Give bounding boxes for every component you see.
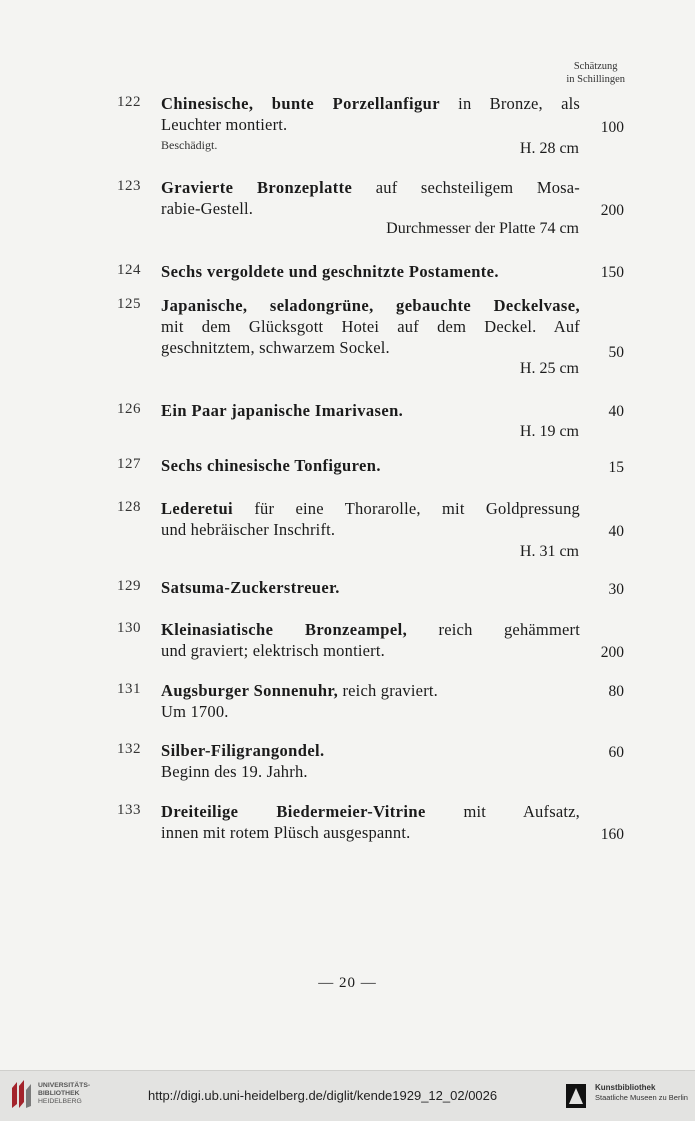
entry-line-1 <box>161 741 325 761</box>
entry-price: 100 <box>600 119 624 136</box>
entry-line-2: mit dem Glücksgott Hotei auf dem Deckel. Auf <box>161 317 580 336</box>
entry-title: Dreiteilige Biedermeier-Vitrine <box>161 802 426 821</box>
entry-line-1 <box>161 802 580 822</box>
entry-measure: Durchmesser der Platte 74 cm <box>386 220 579 237</box>
kb-name-line1: Kunstbibliothek <box>595 1083 656 1092</box>
entry-measure: H. 28 cm <box>519 140 579 157</box>
entry-line-1 <box>161 262 499 282</box>
kunstbibliothek-name <box>595 1083 688 1103</box>
entry-text: reich gehämmert <box>407 620 580 639</box>
entry-price: 60 <box>608 744 624 761</box>
entry-measure: H. 19 cm <box>519 423 579 440</box>
entry-text: mit Aufsatz, <box>425 802 580 821</box>
lot-number: 132 <box>117 741 141 757</box>
lot-number: 126 <box>117 401 141 417</box>
lot-number: 123 <box>117 178 141 194</box>
page-number: — 20 — <box>318 975 377 991</box>
entry-text: auf sechsteiligem Mosa- <box>352 178 580 197</box>
entry-title: Sechs vergoldete und geschnitzte Postamente. <box>161 262 499 281</box>
lot-number: 129 <box>117 578 141 594</box>
entry-line-1 <box>161 578 340 598</box>
entry-line-3: geschnitztem, schwarzem Sockel. <box>161 338 390 357</box>
uh-name-line1: UNIVERSITÄTS- <box>38 1082 91 1089</box>
entry-measure: H. 31 cm <box>519 543 579 560</box>
entry-price: 15 <box>608 459 624 476</box>
entry-title: Augsburger Sonnenuhr, <box>161 681 339 700</box>
uh-name-line3: HEIDELBERG <box>38 1098 82 1105</box>
lot-number: 127 <box>117 456 141 472</box>
entry-line-2: innen mit rotem Plüsch ausgespannt. <box>161 823 411 842</box>
entry-price: 40 <box>608 403 624 420</box>
entry-title: Kleinasiatische Bronzeampel, <box>161 620 408 639</box>
entry-price: 150 <box>600 264 624 281</box>
entry-line-2: Beginn des 19. Jahrh. <box>161 762 308 781</box>
entry-price: 200 <box>600 202 624 219</box>
lot-number: 124 <box>117 262 141 278</box>
entry-line-1 <box>161 296 580 316</box>
estimate-header-line2: in Schillingen <box>566 74 625 85</box>
digitization-footer <box>0 1070 695 1121</box>
university-library-name <box>38 1082 90 1106</box>
lot-number: 130 <box>117 620 141 636</box>
entry-price: 30 <box>608 581 624 598</box>
entry-line-1 <box>161 178 580 198</box>
entry-text: in Bronze, als <box>439 94 580 113</box>
entry-line-2: und graviert; elektrisch montiert. <box>161 641 385 660</box>
estimate-column-header <box>566 60 625 86</box>
entry-line-2: rabie-Gestell. <box>161 199 254 218</box>
entry-line-1 <box>161 499 580 519</box>
entry-line-1 <box>161 620 580 640</box>
entry-line-2: Leuchter montiert. <box>161 115 288 134</box>
entry-text: für eine Thorarolle, mit Goldpressung <box>233 499 580 518</box>
uh-name-line2: BIBLIOTHEK <box>38 1090 80 1097</box>
entry-price: 80 <box>608 683 624 700</box>
entry-line-1 <box>161 94 580 114</box>
entry-line-1 <box>161 456 381 476</box>
source-url-link[interactable]: http://digi.ub.uni-heidelberg.de/diglit/kende1929_12_02/0026 <box>148 1088 498 1103</box>
entry-price: 160 <box>600 826 624 843</box>
entry-line-2: und hebräischer Inschrift. <box>161 520 336 539</box>
lot-number: 125 <box>117 296 141 312</box>
university-library-logo-icon <box>8 1078 34 1110</box>
entry-price: 200 <box>600 644 624 661</box>
entry-price: 40 <box>608 523 624 540</box>
entry-title: Japanische, seladongrüne, gebauchte Deckelvase, <box>161 296 580 315</box>
entry-note: Beschädigt. <box>161 138 218 152</box>
entry-title: Satsuma-Zuckerstreuer. <box>161 578 340 597</box>
entry-title: Silber-Filigrangondel. <box>161 741 325 760</box>
entry-line-1 <box>161 681 438 701</box>
entry-title: Gravierte Bronzeplatte <box>161 178 353 197</box>
entry-price: 50 <box>608 344 624 361</box>
entry-measure: H. 25 cm <box>519 360 579 377</box>
entry-text: reich graviert. <box>338 681 438 700</box>
entry-title: Sechs chinesische Tonfiguren. <box>161 456 381 475</box>
entry-line-1 <box>161 401 403 421</box>
lot-number: 128 <box>117 499 141 515</box>
kunstbibliothek-logo-icon <box>566 1084 586 1108</box>
lot-number: 131 <box>117 681 141 697</box>
entry-title: Lederetui <box>161 499 234 518</box>
entry-title: Ein Paar japanische Imarivasen. <box>161 401 404 420</box>
entry-title: Chinesische, bunte Porzellanfigur <box>161 94 440 113</box>
estimate-header-line1: Schätzung <box>573 61 618 72</box>
lot-number: 133 <box>117 802 141 818</box>
kb-name-line2: Staatliche Museen zu Berlin <box>595 1093 688 1102</box>
lot-number: 122 <box>117 94 141 110</box>
entry-line-2: Um 1700. <box>161 702 229 721</box>
